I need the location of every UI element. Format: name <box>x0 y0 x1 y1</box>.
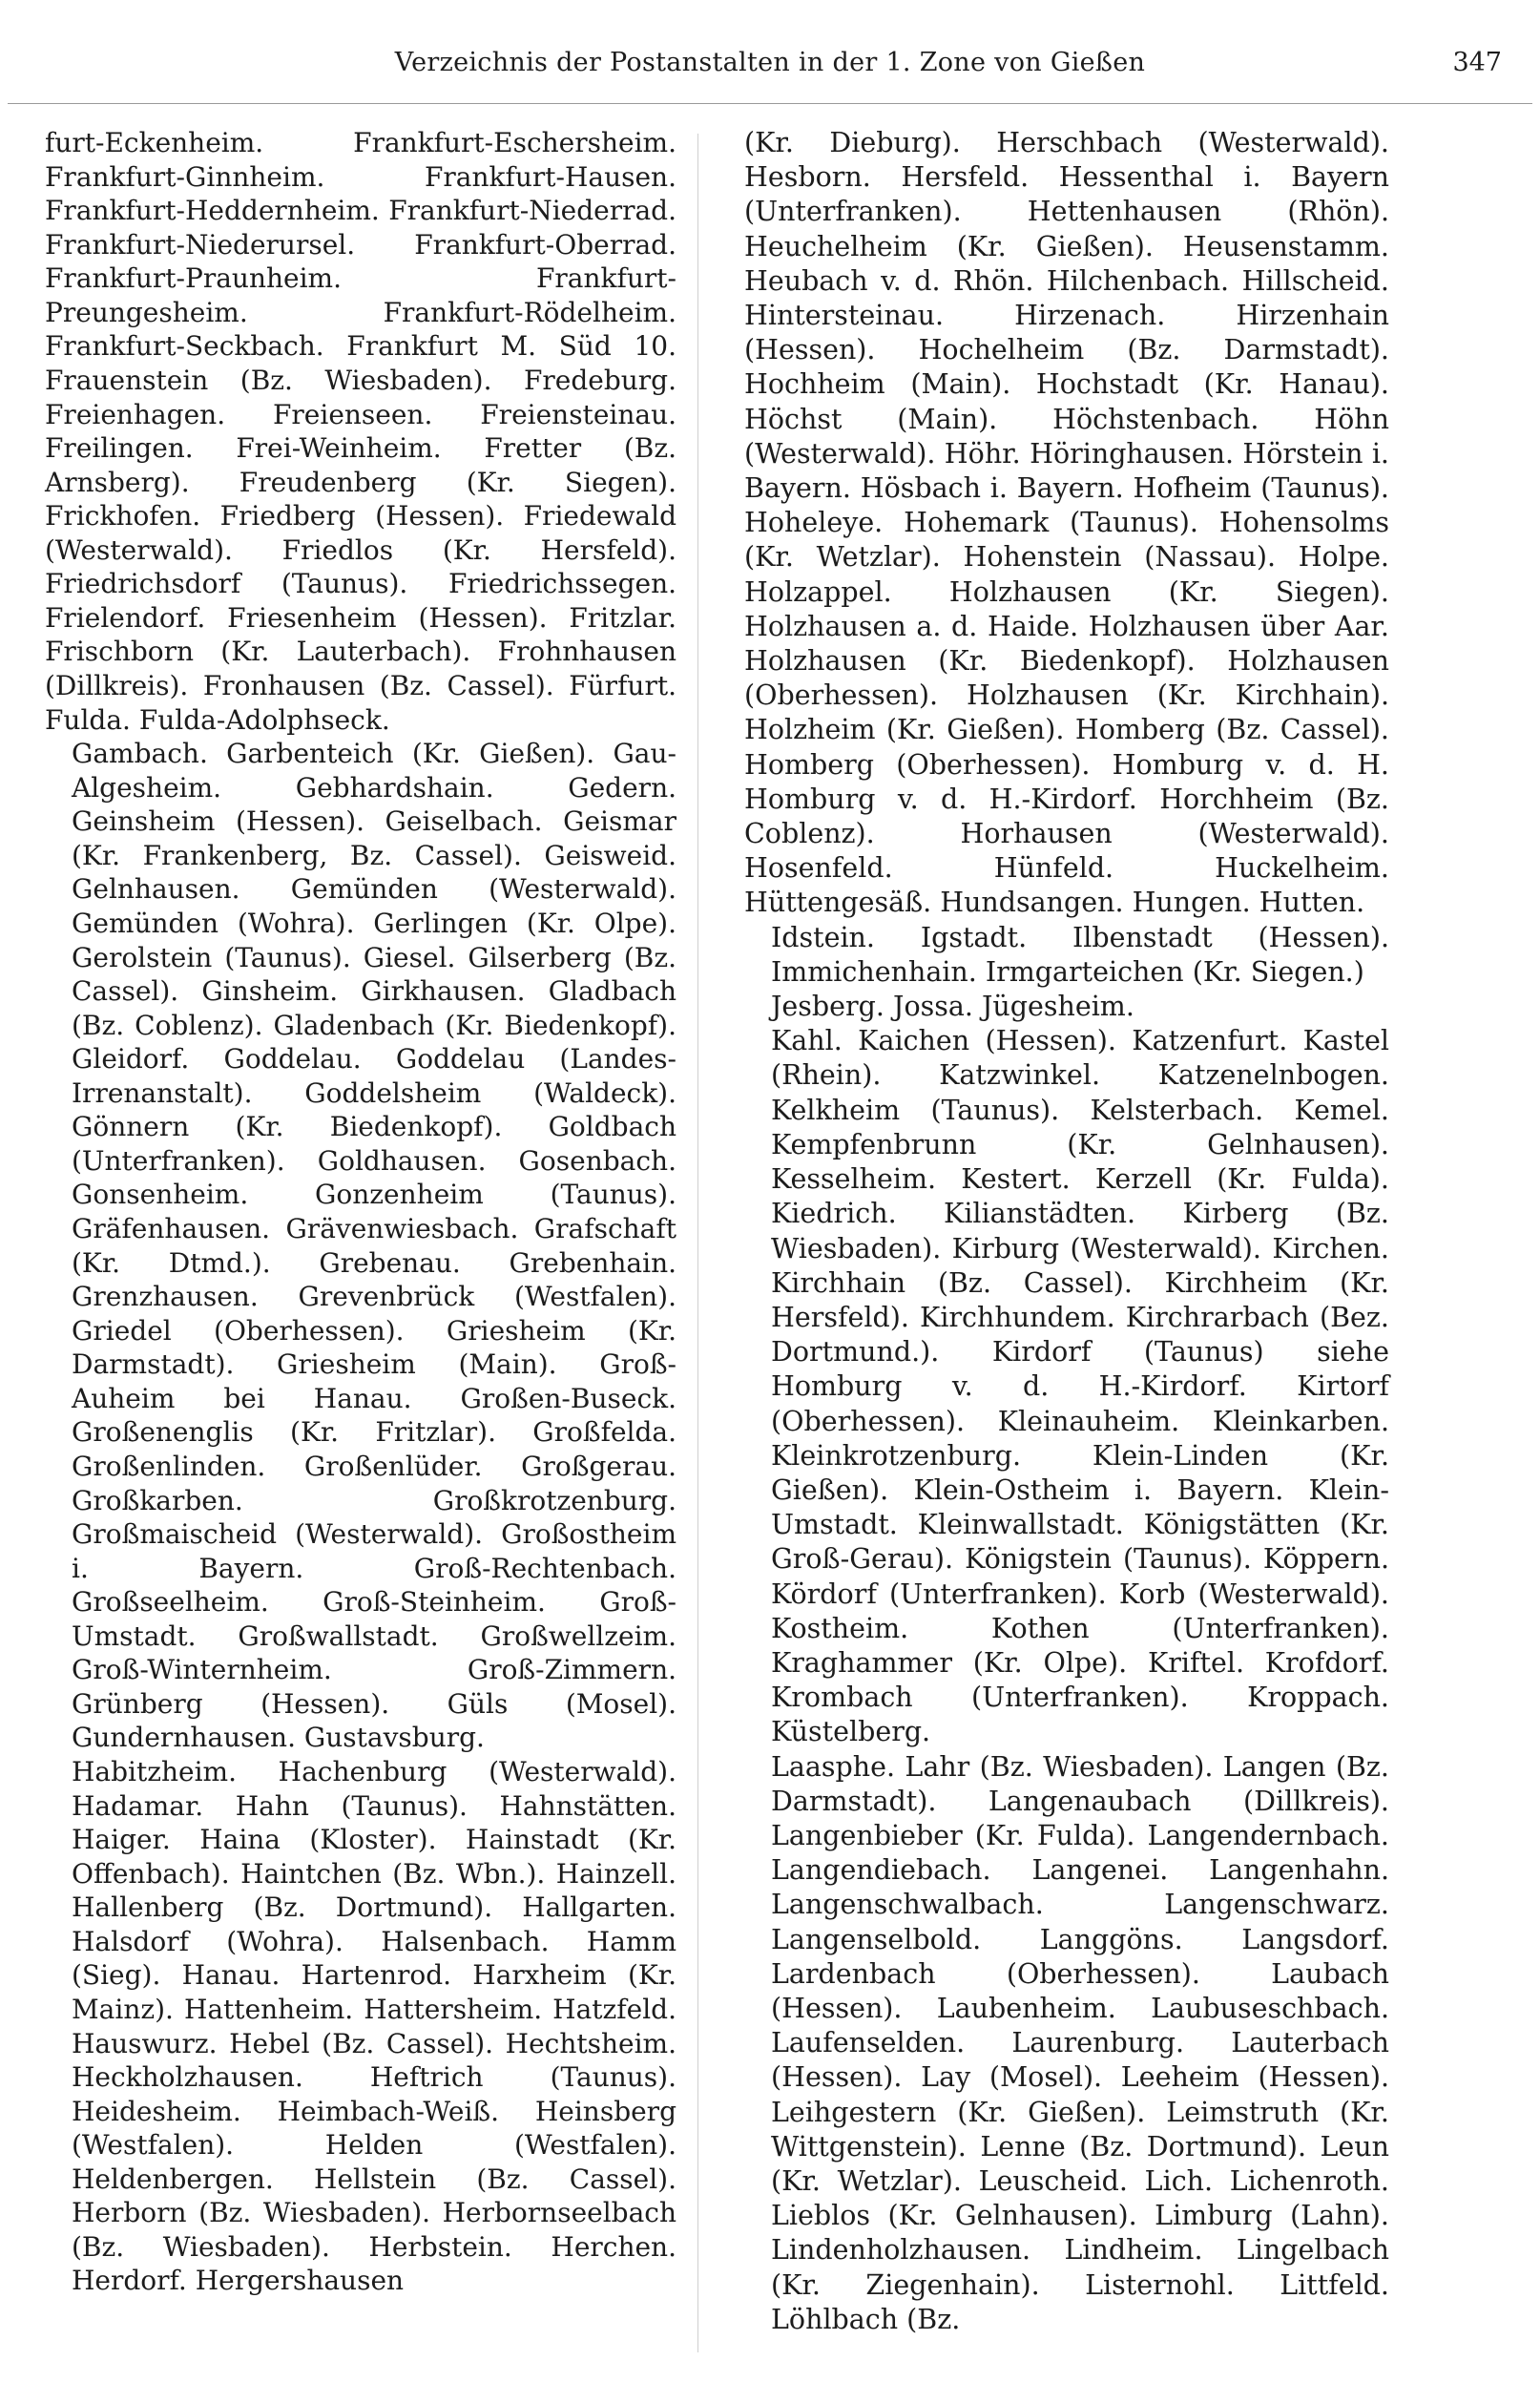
page-number: 347 <box>1452 48 1502 77</box>
left-column <box>45 126 676 2298</box>
paragraph-j: Jesberg. Jossa. Jügesheim. <box>771 991 1134 1023</box>
paragraph-f-continued: furt-Eckenheim. Frankfurt-Eschersheim. Frankfurt-Ginnheim. Frankfurt-Hausen. Frankfurt-Heddernheim. Frankfurt-Niederrad. Frankfurt-Niederursel. Frankfurt-Oberrad. Frankfurt-Praunheim. Frankfurt-Preungesheim. Frankfurt-Rödelheim. Frankfurt-Seckbach. Frankfurt M. Süd 10. Frauenstein (Bz. Wiesbaden). Fredeburg. Freienhagen. Freienseen. Freiensteinau. Freilingen. Frei-Weinheim. Fretter (Bz. Arnsberg). Freudenberg (Kr. Siegen). Frickhofen. Friedberg (Hessen). Friedewald (Westerwald). Friedlos (Kr. Hersfeld). Friedrichsdorf (Taunus). Friedrichssegen. Frielendorf. Friesenheim (Hessen). Fritzlar. Frischborn (Kr. Lauterbach). Frohnhausen (Dillkreis). Fronhausen (Bz. Cassel). Fürfurt. Fulda. Fulda-Adolphseck. <box>45 127 676 736</box>
column-divider <box>697 134 698 2352</box>
paragraph-l: Laasphe. Lahr (Bz. Wiesbaden). Langen (Bz. Darmstadt). Langenaubach (Dillkreis). Langenbieber (Kr. Fulda). Langendernbach. Langendiebach. Langenei. Langenhahn. Langenschwalbach. Langenschwarz. Langenselbold. Langgöns. Langsdorf. Lardenbach (Oberhessen). Laubach (Hessen). Laubenheim. Laubuseschbach. Laufenselden. Laurenburg. Lauterbach (Hessen). Lay (Mosel). Leeheim (Hessen). Leihgestern (Kr. Gießen). Leimstruth (Kr. Wittgenstein). Lenne (Bz. Dortmund). Leun (Kr. Wetzlar). Leuscheid. Lich. Lichenroth. Lieblos (Kr. Gelnhausen). Limburg (Lahn). Lindenholzhausen. Lindheim. Lingelbach (Kr. Ziegenhain). Listernohl. Littfeld. Löhlbach (Bz. <box>771 1750 1389 2335</box>
paragraph-i: Idstein. Igstadt. Ilbenstadt (Hessen). Immichenhain. Irmgarteichen (Kr. Siegen.) <box>771 921 1389 988</box>
running-header <box>10 48 1530 105</box>
paragraph-h: Habitzheim. Hachenburg (Westerwald). Hadamar. Hahn (Taunus). Hahnstätten. Haiger. Haina (Kloster). Hainstadt (Kr. Offenbach). Haintchen (Bz. Wbn.). Hainzell. Hallenberg (Bz. Dortmund). Hallgarten. Halsdorf (Wohra). Halsenbach. Hamm (Sieg). Hanau. Hartenrod. Harxheim (Kr. Mainz). Hattenheim. Hattersheim. Hatzfeld. Hauswurz. Hebel (Bz. Cassel). Hechtsheim. Heckholzhausen. Heftrich (Taunus). Heidesheim. Heimbach-Weiß. Heinsberg (Westfalen). Helden (Westfalen). Heldenbergen. Hellstein (Bz. Cassel). Herborn (Bz. Wiesbaden). Herbornseelbach (Bz. Wiesbaden). Herbstein. Herchen. Herdorf. Hergershausen <box>72 1756 676 2297</box>
header-rule <box>8 103 1532 104</box>
paragraph-h-continued: (Kr. Dieburg). Herschbach (Westerwald). Hesborn. Hersfeld. Hessenthal i. Bayern (Unterfranken). Hettenhausen (Rhön). Heuchelheim (Kr. Gießen). Heusenstamm. Heubach v. d. Rhön. Hilchenbach. Hillscheid. Hintersteinau. Hirzenach. Hirzenhain (Hessen). Hochelheim (Bz. Darmstadt). Hochheim (Main). Hochstadt (Kr. Hanau). Höchst (Main). Höchstenbach. Höhn (Westerwald). Höhr. Höringhausen. Hörstein i. Bayern. Hösbach i. Bayern. Hofheim (Taunus). Hoheleye. Hohemark (Taunus). Hohensolms (Kr. Wetzlar). Hohenstein (Nassau). Holpe. Holzappel. Holzhausen (Kr. Siegen). Holzhausen a. d. Haide. Holzhausen über Aar. Holzhausen (Kr. Biedenkopf). Holzhausen (Oberhessen). Holzhausen (Kr. Kirchhain). Holzheim (Kr. Gießen). Homberg (Bz. Cassel). Homberg (Oberhessen). Homburg v. d. H. Homburg v. d. H.-Kirdorf. Horchheim (Bz. Coblenz). Horhausen (Westerwald). Hosenfeld. Hünfeld. Huckelheim. Hüttengesäß. Hundsangen. Hungen. Hutten. <box>744 127 1389 919</box>
paragraph-g: Gambach. Garbenteich (Kr. Gießen). Gau-Algesheim. Gebhardshain. Gedern. Geinsheim (Hessen). Geiselbach. Geismar (Kr. Frankenberg, Bz. Cassel). Geisweid. Gelnhausen. Gemünden (Westerwald). Gemünden (Wohra). Gerlingen (Kr. Olpe). Gerolstein (Taunus). Giesel. Gilserberg (Bz. Cassel). Ginsheim. Girkhausen. Gladbach (Bz. Coblenz). Gladenbach (Kr. Biedenkopf). Gleidorf. Goddelau. Goddelau (Landes-Irrenanstalt). Goddelsheim (Waldeck). Gönnern (Kr. Biedenkopf). Goldbach (Unterfranken). Goldhausen. Gosenbach. Gonsenheim. Gonzenheim (Taunus). Gräfenhausen. Grävenwiesbach. Grafschaft (Kr. Dtmd.). Grebenau. Grebenhain. Grenzhausen. Grevenbrück (Westfalen). Griedel (Oberhessen). Griesheim (Kr. Darmstadt). Griesheim (Main). Groß-Auheim bei Hanau. Großen-Buseck. Großenenglis (Kr. Fritzlar). Großfelda. Großenlinden. Großenlüder. Großgerau. Großkarben. Großkrotzenburg. Großmaischeid (Westerwald). Großostheim i. Bayern. Groß-Rechtenbach. Großseelheim. Groß-Steinheim. Groß-Umstadt. Großwallstadt. Großwellzeim. Groß-Winternheim. Groß-Zimmern. Grünberg (Hessen). Güls (Mosel). Gundernhausen. Gustavsburg. <box>72 738 676 1754</box>
page-title: Verzeichnis der Postanstalten in der 1. Zone von Gießen <box>394 48 1146 77</box>
right-column <box>744 126 1389 2337</box>
paragraph-k: Kahl. Kaichen (Hessen). Katzenfurt. Kastel (Rhein). Katzwinkel. Katzenelnbogen. Kelkheim (Taunus). Kelsterbach. Kemel. Kempfenbrunn (Kr. Gelnhausen). Kesselheim. Kestert. Kerzell (Kr. Fulda). Kiedrich. Kilianstädten. Kirberg (Bz. Wiesbaden). Kirburg (Westerwald). Kirchen. Kirchhain (Bz. Cassel). Kirchheim (Kr. Hersfeld). Kirchhundem. Kirchrarbach (Bez. Dortmund.). Kirdorf (Taunus) siehe Homburg v. d. H.-Kirdorf. Kirtorf (Oberhessen). Kleinauheim. Kleinkarben. Kleinkrotzenburg. Klein-Linden (Kr. Gießen). Klein-Ostheim i. Bayern. Klein-Umstadt. Kleinwallstadt. Königstätten (Kr. Groß-Gerau). Königstein (Taunus). Köppern. Kördorf (Unterfranken). Korb (Westerwald). Kostheim. Kothen (Unterfranken). Kraghammer (Kr. Olpe). Kriftel. Krofdorf. Krombach (Unterfranken). Kroppach. Küstelberg. <box>771 1025 1389 1748</box>
